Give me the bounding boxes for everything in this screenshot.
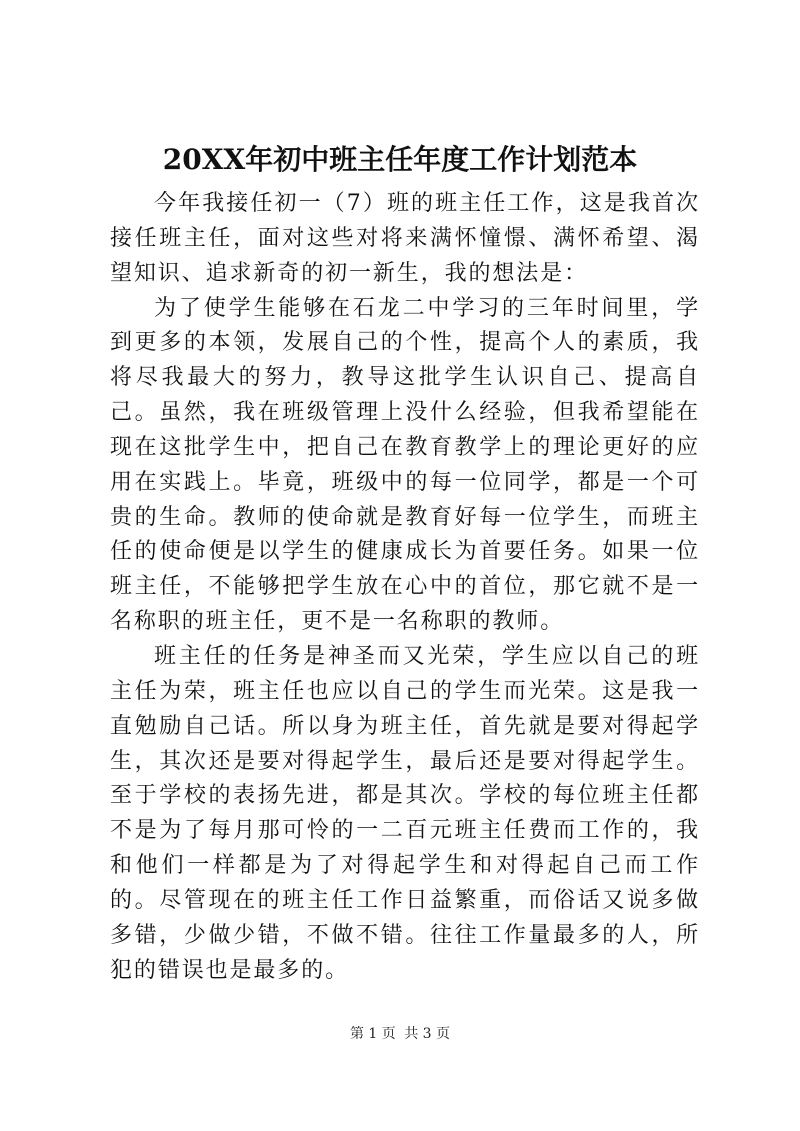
page-footer bbox=[0, 1024, 800, 1044]
page-total: 共 3 页 bbox=[404, 1026, 451, 1042]
paragraph-3: 班主任的任务是神圣而又光荣，学生应以自己的班主任为荣，班主任也应以自己的学生而光荣。这是我一直勉励自己话。所以身为班主任，首先就是要对得起学生，其次还是要对得起学生，最后还是要对得起学生。至于学校的表扬先进，都是其次。学校的每位班主任都不是为了每月那可怜的一二百元班主任费而工作的，我和他们一样都是为了对得起学生和对得起自己而工作的。尽管现在的班主任工作日益繁重，而俗话又说多做多错，少做少错，不做不错。往往工作量最多的人，所犯的错误也是最多的。 bbox=[110, 643, 700, 983]
document-title: 20XX年初中班主任年度工作计划范本 bbox=[162, 143, 638, 176]
paragraph-2: 为了使学生能够在石龙二中学习的三年时间里，学到更多的本领，发展自己的个性，提高个人的素质，我将尽我最大的努力，教导这批学生认识自己、提高自己。虽然，我在班级管理上没什么经验，但我希望能在现在这批学生中，把自己在教育教学上的理论更好的应用在实践上。毕竟，班级中的每一位同学，都是一个可贵的生命。教师的使命就是教育好每一位学生，而班主任的使命便是以学生的健康成长为首要任务。如果一位班主任，不能够把学生放在心中的首位，那它就不是一名称职的班主任，更不是一名称职的教师。 bbox=[110, 295, 700, 635]
document-body bbox=[110, 187, 700, 988]
page-number: 第 1 页 bbox=[349, 1026, 396, 1042]
paragraph-1: 今年我接任初一（7）班的班主任工作，这是我首次接任班主任，面对这些对将来满怀憧憬、满怀希望、渴望知识、追求新奇的初一新生，我的想法是： bbox=[110, 191, 700, 286]
